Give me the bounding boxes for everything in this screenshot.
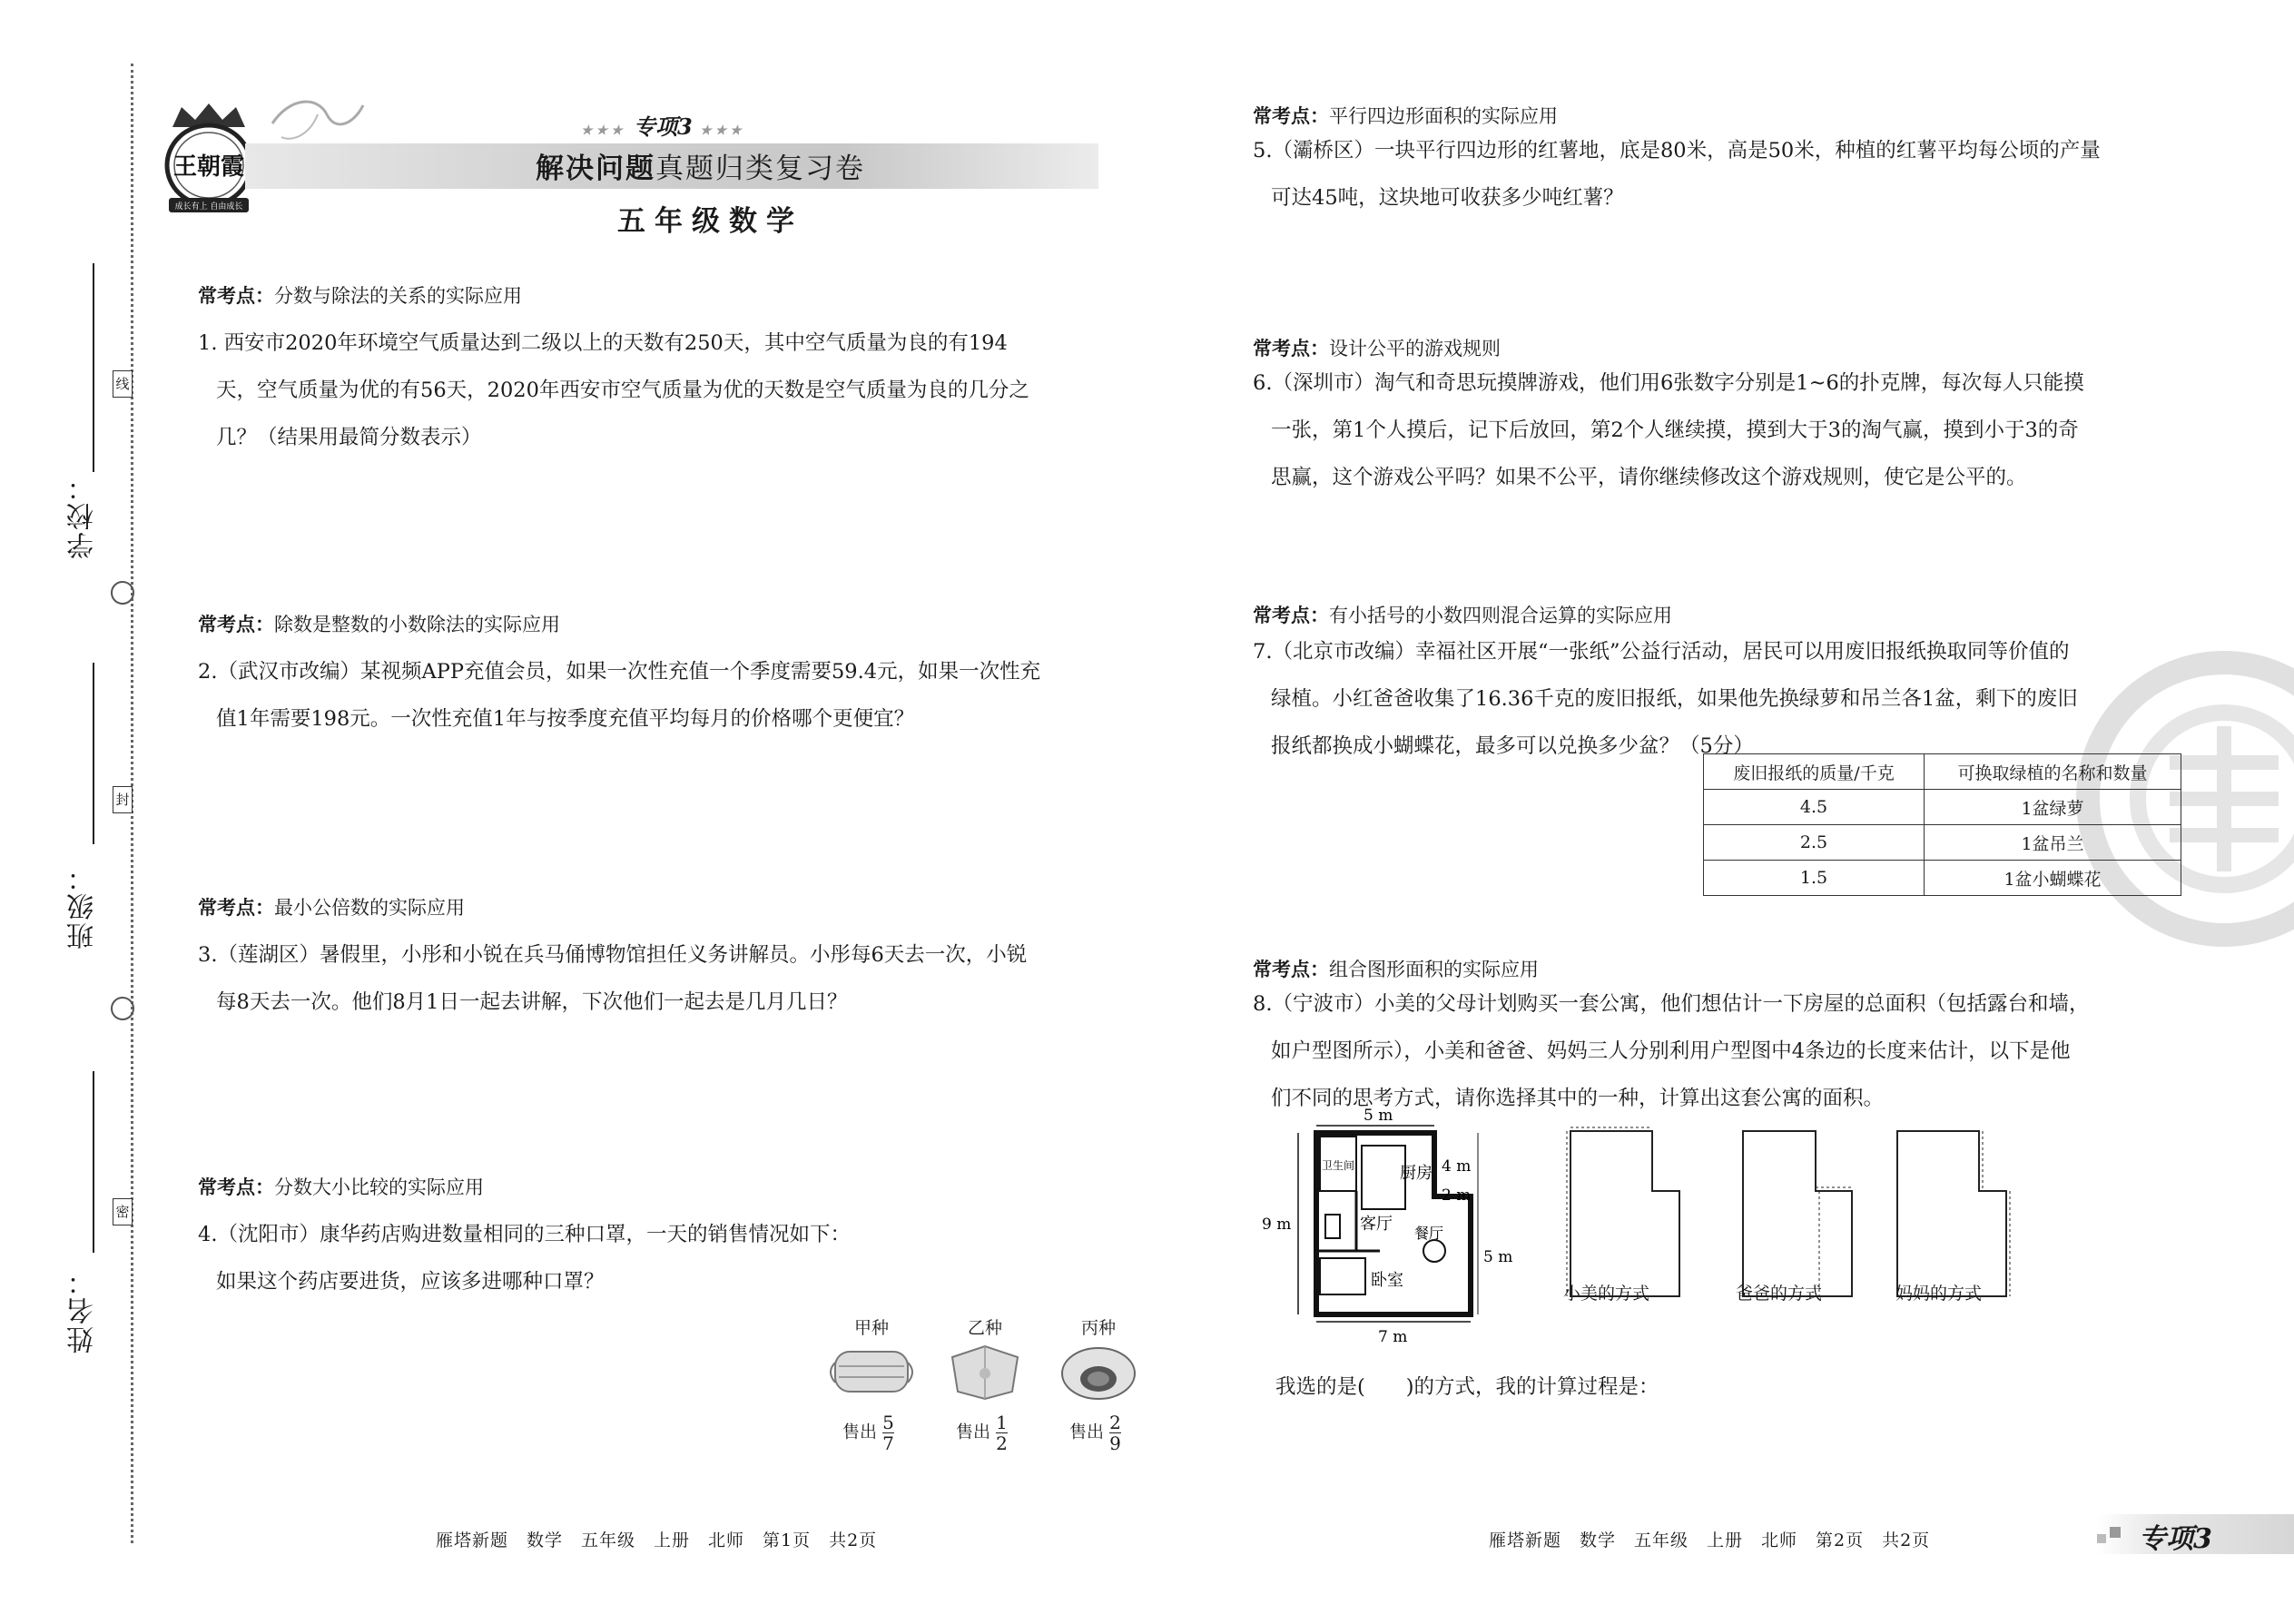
series-label: 专项3 — [634, 113, 693, 140]
name-label: 姓名： — [67, 1266, 99, 1353]
ribbon-decoration-icon — [263, 87, 372, 151]
dim-right-1: 4 m — [1442, 1157, 1472, 1176]
fraction: $\frac{1}{2}$ — [996, 1412, 1008, 1454]
column-header: 废旧报纸的质量/千克 — [1704, 754, 1925, 790]
method-label: 妈妈的方式 — [1895, 1284, 1983, 1304]
question-2: 2.（武汉市改编）某视频APP充值会员，如果一次性充值一个季度需要59.4元，如果一次性充 值1年需要198元。一次性充值1年与按季度充值平均每月的价格哪个更便宜？ — [198, 660, 1041, 731]
knot-icon — [111, 997, 134, 1020]
school-label: 学校： — [67, 472, 99, 559]
fraction: $\frac{5}{7}$ — [882, 1412, 894, 1454]
room-label: 厨房 — [1400, 1164, 1433, 1183]
question-7: 7.（北京市改编）幸福社区开展“一张纸”公益行活动，居民可以用废旧报纸换取同等价值的 绿植。小红爸爸收集了16.36千克的废旧报纸，如果他先换绿萝和吊兰各1盆，剩下的废旧 报纸都换成小蝴蝶花，最多可以兑换多少盆？（5分） — [1253, 640, 2078, 758]
table-cell: 1盆绿萝 — [1925, 790, 2181, 825]
table-header-row — [1704, 754, 2181, 790]
exchange-table — [1703, 753, 2181, 896]
table-cell: 1盆小蝴蝶花 — [1925, 861, 2181, 896]
dim-right-3: 5 m — [1483, 1248, 1513, 1266]
question-8: 8.（宁波市）小美的父母计划购买一套公寓，他们想估计一下房屋的总面积（包括露台和墙， 如户型图所示），小美和爸爸、妈妈三人分别利用户型图中4条边的长度来估计，以下是他 们不同的思考方式，请你选择其中的一种，计算出这套公寓的面积。 — [1253, 992, 2090, 1110]
fraction: $\frac{2}{9}$ — [1109, 1412, 1121, 1454]
mask-sale: 售出 $\frac{1}{2}$ — [956, 1412, 1008, 1454]
key-point-7: 常考点：有小括号的小数四则混合运算的实际应用 — [1253, 605, 1672, 626]
flat-mask-icon — [826, 1339, 917, 1403]
dim-top: 5 m — [1364, 1107, 1393, 1125]
mask-sale: 售出 $\frac{5}{7}$ — [842, 1412, 894, 1454]
star-icon: ★★★ — [581, 123, 626, 138]
svg-text:成长有上 自由成长: 成长有上 自由成长 — [174, 202, 243, 212]
seal-mark-secret: 密 — [113, 1198, 133, 1225]
class-line[interactable] — [93, 663, 94, 844]
seal-mark-line: 线 — [113, 370, 133, 398]
square-icon — [2110, 1527, 2121, 1538]
key-point-5: 常考点：平行四边形面积的实际应用 — [1253, 105, 1558, 127]
room-label: 餐厅 — [1414, 1225, 1444, 1242]
mask-item — [1049, 1314, 1148, 1406]
floor-plan — [1262, 1106, 1534, 1360]
footer-left: 雁塔新题 数学 五年级 上册 北师 第1页 共2页 — [436, 1530, 878, 1550]
key-point-2: 常考点：除数是整数的小数除法的实际应用 — [198, 614, 560, 635]
key-point-6: 常考点：设计公平的游戏规则 — [1253, 338, 1501, 359]
question-4: 4.（沈阳市）康华药店购进数量相同的三种口罩，一天的销售情况如下： 如果这个药店要进货，应该多进哪种口罩？ — [198, 1223, 851, 1294]
method-label: 小美的方式 — [1563, 1284, 1650, 1304]
table-row — [1704, 825, 2181, 861]
subject-title: 五年级数学 — [617, 205, 803, 238]
column-header: 可换取绿植的名称和数量 — [1925, 754, 2181, 790]
key-point-8: 常考点：组合图形面积的实际应用 — [1253, 959, 1539, 980]
answer-prompt: 我选的是( )的方式，我的计算过程是： — [1275, 1375, 1659, 1399]
question-3: 3.（莲湖区）暑假里，小彤和小锐在兵马俑博物馆担任义务讲解员。小彤每6天去一次，小锐 每8天去一次。他们8月1日一起去讲解，下次他们一起去是几月几日？ — [198, 943, 1028, 1014]
key-point-4: 常考点：分数大小比较的实际应用 — [198, 1176, 484, 1198]
title-rest: 真题归类复习卷 — [655, 153, 865, 185]
question-5: 5.（灞桥区）一块平行四边形的红薯地，底是80米，高是50米，种植的红薯平均每公顷的产量 可达45吨，这块地可收获多少吨红薯？ — [1253, 139, 2101, 210]
valve-mask-icon — [1053, 1339, 1144, 1403]
footer-tab — [2097, 1514, 2294, 1554]
square-icon — [2097, 1534, 2106, 1543]
seal-mark-seal: 封 — [113, 786, 133, 813]
mask-sale: 售出 $\frac{2}{9}$ — [1069, 1412, 1121, 1454]
key-point-1: 常考点：分数与除法的关系的实际应用 — [198, 285, 522, 307]
table-cell: 4.5 — [1704, 790, 1925, 825]
star-icon: ★★★ — [700, 123, 745, 138]
dim-left: 9 m — [1262, 1216, 1292, 1234]
table-cell: 2.5 — [1704, 825, 1925, 861]
question-6: 6.（深圳市）淘气和奇思玩摸牌游戏，他们用6张数字分别是1~6的扑克牌，每次每人只能摸 一张，第1个人摸后，记下后放回，第2个人继续摸，摸到大于3的淘气赢，摸到小于3的奇 思赢，这个游戏公平吗？如果不公平，请你继续修改这个游戏规则，使它是公平的。 — [1253, 371, 2084, 489]
method-label: 爸爸的方式 — [1736, 1284, 1823, 1304]
dim-right-2: 2 m — [1442, 1186, 1472, 1205]
tab-label: 专项3 — [2139, 1523, 2212, 1555]
mask-item — [822, 1314, 921, 1406]
room-label: 卫生间 — [1322, 1159, 1355, 1172]
class-label: 班级： — [67, 862, 99, 950]
mask-name: 乙种 — [967, 1318, 1002, 1338]
name-line[interactable] — [93, 1071, 94, 1253]
school-line[interactable] — [93, 263, 94, 472]
table-cell: 1.5 — [1704, 861, 1925, 896]
room-label: 客厅 — [1360, 1215, 1393, 1234]
key-point-3: 常考点：最小公倍数的实际应用 — [198, 897, 465, 919]
page-title — [536, 145, 865, 186]
room-label: 卧室 — [1371, 1271, 1403, 1290]
footer-right: 雁塔新题 数学 五年级 上册 北师 第2页 共2页 — [1489, 1530, 1931, 1550]
title-bold: 解决问题 — [536, 153, 655, 185]
table-row — [1704, 861, 2181, 896]
table-row — [1704, 790, 2181, 825]
dim-bottom: 7 m — [1378, 1328, 1408, 1346]
knot-icon — [111, 581, 134, 605]
table-cell: 1盆吊兰 — [1925, 825, 2181, 861]
mask-name: 丙种 — [1080, 1318, 1116, 1338]
fold-mask-icon — [940, 1339, 1030, 1403]
svg-text:王朝霞: 王朝霞 — [172, 153, 245, 181]
mask-name: 甲种 — [853, 1318, 889, 1338]
question-1: 1. 西安市2020年环境空气质量达到二级以上的天数有250天，其中空气质量为良的有194 天，空气质量为优的有56天，2020年西安市空气质量为优的天数是空气质量为良的几分之 几？（结果用最简分数表示） — [198, 331, 1029, 449]
mask-item — [935, 1314, 1035, 1406]
series-header — [581, 109, 745, 141]
